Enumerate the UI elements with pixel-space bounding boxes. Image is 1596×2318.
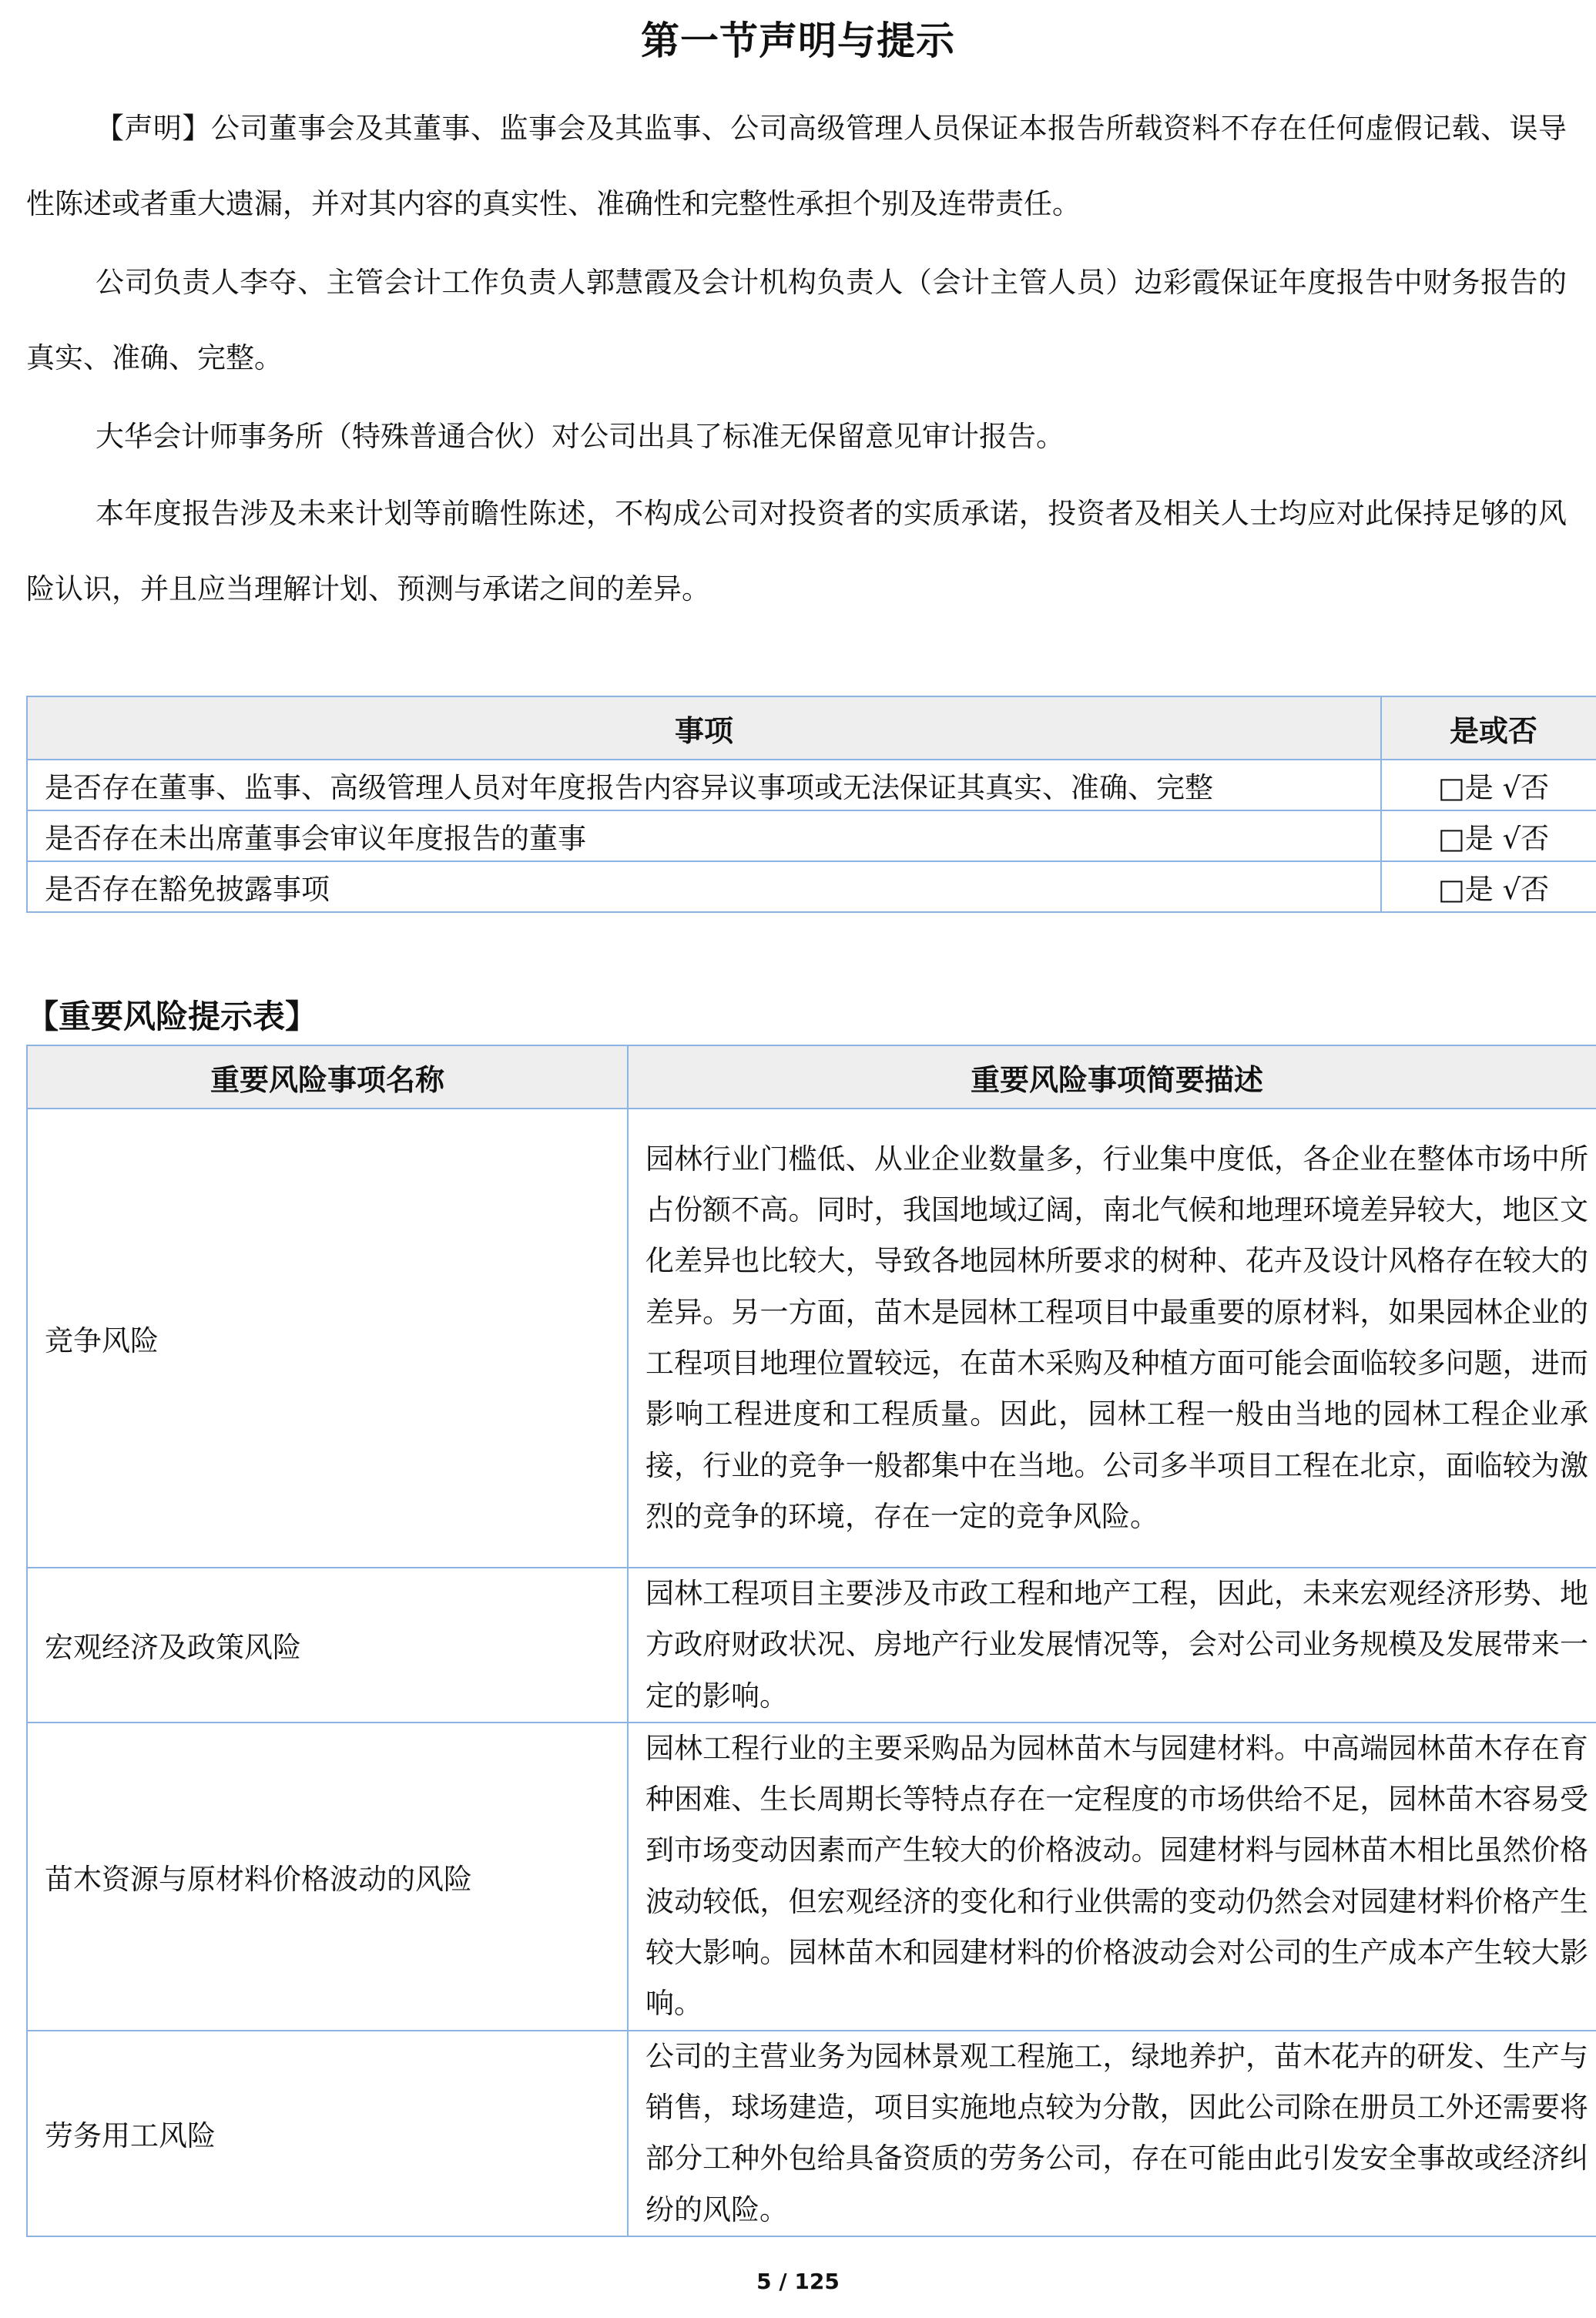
page-title: 第一节声明与提示 xyxy=(641,18,955,63)
declaration-item: 是否存在豁免披露事项 xyxy=(27,861,1381,912)
risk-description: 园林行业门槛低、从业企业数量多，行业集中度低，各企业在整体市场中所占份额不高。同时，我国地域辽阔，南北气候和地理环境差异较大，地区文化差异也比较大，导致各地园林所要求的树种、花卉及设计风格存在较大的差异。另一方面，苗木是园林工程项目中最重要的原材料，如果园林企业的工程项目地理位置较远，在苗木采购及种植方面可能会面临较多问题，进而影响工程进度和工程质量。因此，园林工程一般由当地的园林工程企业承接，行业的竞争一般都集中在当地。公司多半项目工程在北京，面临较为激烈的竞争的环境，存在一定的竞争风险。 xyxy=(628,1109,1596,1568)
table-row xyxy=(27,760,1596,810)
risk-name: 宏观经济及政策风险 xyxy=(27,1568,628,1723)
risk-description: 园林工程项目主要涉及市政工程和地产工程，因此，未来宏观经济形势、地方政府财政状况、房地产行业发展情况等，会对公司业务规模及发展带来一定的影响。 xyxy=(628,1568,1596,1723)
header-yes-no: 是或否 xyxy=(1381,696,1596,760)
table-row xyxy=(27,1109,1596,1568)
declaration-item: 是否存在未出席董事会审议年度报告的董事 xyxy=(27,810,1381,861)
table-row xyxy=(27,861,1596,912)
table-header-row xyxy=(27,696,1596,760)
declaration-table xyxy=(26,696,1596,913)
declaration-answer: □是 √否 xyxy=(1381,861,1596,912)
responsibility-paragraph: 公司负责人李夺、主管会计工作负责人郭慧霞及会计机构负责人（会计主管人员）边彩霞保证年度报告中财务报告的真实、准确、完整。 xyxy=(26,266,1567,374)
declaration-answer: □是 √否 xyxy=(1381,810,1596,861)
forward-looking-paragraph: 本年度报告涉及未来计划等前瞻性陈述，不构成公司对投资者的实质承诺，投资者及相关人士均应对此保持足够的风险认识，并且应当理解计划、预测与承诺之间的差异。 xyxy=(26,497,1567,605)
declaration-answer: □是 √否 xyxy=(1381,760,1596,810)
risk-name: 劳务用工风险 xyxy=(27,2031,628,2236)
table-header-row xyxy=(27,1045,1596,1109)
table-row xyxy=(27,1568,1596,1723)
page-number: 5 / 125 xyxy=(756,2269,840,2294)
risk-description: 公司的主营业务为园林景观工程施工，绿地养护，苗木花卉的研发、生产与销售，球场建造，项目实施地点较为分散，因此公司除在册员工外还需要将部分工种外包给具备资质的劳务公司，存在可能由此引发安全事故或经济纠纷的风险。 xyxy=(628,2031,1596,2236)
risk-name: 竞争风险 xyxy=(27,1109,628,1568)
risk-table xyxy=(26,1045,1596,2237)
table-row xyxy=(27,2031,1596,2236)
header-risk-name: 重要风险事项名称 xyxy=(27,1045,628,1109)
table-row xyxy=(27,1723,1596,2031)
header-risk-description: 重要风险事项简要描述 xyxy=(628,1045,1596,1109)
risk-name: 苗木资源与原材料价格波动的风险 xyxy=(27,1723,628,2031)
header-item: 事项 xyxy=(27,696,1381,760)
risk-section-heading: 【重要风险提示表】 xyxy=(26,998,318,1035)
statement-paragraph: 【声明】公司董事会及其董事、监事会及其监事、公司高级管理人员保证本报告所载资料不存在任何虚假记载、误导性陈述或者重大遗漏，并对其内容的真实性、准确性和完整性承担个别及连带责任。 xyxy=(26,112,1567,220)
table-row xyxy=(27,810,1596,861)
risk-description: 园林工程行业的主要采购品为园林苗木与园建材料。中高端园林苗木存在育种困难、生长周期长等特点存在一定程度的市场供给不足，园林苗木容易受到市场变动因素而产生较大的价格波动。园建材料与园林苗木相比虽然价格波动较低，但宏观经济的变化和行业供需的变动仍然会对园建材料价格产生较大影响。园林苗木和园建材料的价格波动会对公司的生产成本产生较大影响。 xyxy=(628,1723,1596,2031)
declaration-item: 是否存在董事、监事、高级管理人员对年度报告内容异议事项或无法保证其真实、准确、完整 xyxy=(27,760,1381,810)
audit-paragraph: 大华会计师事务所（特殊普通合伙）对公司出具了标准无保留意见审计报告。 xyxy=(96,420,1065,453)
